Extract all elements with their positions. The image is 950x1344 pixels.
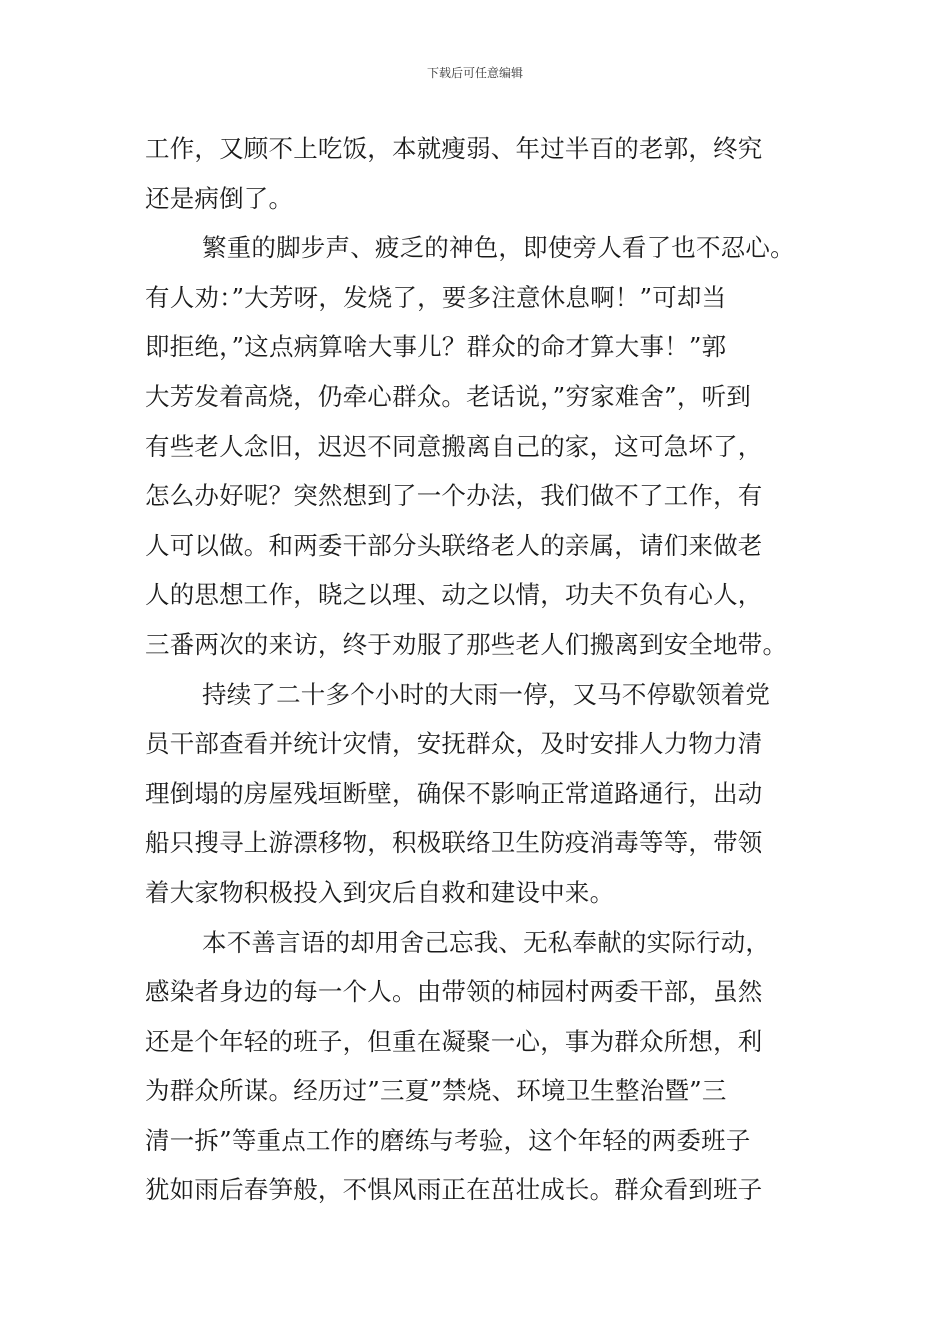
text-line: 理倒塌的房屋残垣断壁，确保不影响正常道路通行，出动 — [145, 778, 763, 808]
text-line: 为群众所谋。经历过”三夏”禁烧、环境卫生整治暨”三 — [145, 1076, 727, 1106]
paragraph — [145, 223, 825, 669]
text-line: 繁重的脚步声、疲乏的神色，即使旁人看了也不忍心。 — [202, 233, 795, 263]
text-line: 还是病倒了。 — [145, 183, 294, 213]
text-line: 船只搜寻上游漂移物，积极联络卫生防疫消毒等等，带领 — [145, 828, 763, 858]
text-line: 有人劝：”大芳呀，发烧了，要多注意休息啊！”可却当 — [145, 282, 727, 312]
text-line: 人的思想工作，晓之以理、动之以情，功夫不负有心人， — [145, 580, 763, 610]
text-line: 员干部查看并统计灾情，安抚群众，及时安排人力物力清 — [145, 729, 763, 759]
text-line: 三番两次的来访，终于劝服了那些老人们搬离到安全地带。 — [145, 629, 788, 659]
text-line: 有些老人念旧，迟迟不同意搬离自己的家，这可急坏了， — [145, 431, 763, 461]
text-line: 着大家物积极投入到灾后自救和建设中来。 — [145, 877, 615, 907]
text-line: 还是个年轻的班子，但重在凝聚一心，事为群众所想，利 — [145, 1026, 763, 1056]
text-line: 犹如雨后春笋般，不惧风雨正在茁壮成长。群众看到班子 — [145, 1175, 763, 1205]
document-body — [145, 124, 825, 1215]
text-line: 大芳发着高烧，仍牵心群众。老话说，”穷家难舍”，听到 — [145, 381, 751, 411]
text-line: 怎么办好呢？突然想到了一个办法，我们做不了工作，有 — [145, 481, 763, 511]
text-line: 持续了二十多个小时的大雨一停，又马不停歇领着党 — [202, 679, 771, 709]
text-line: 本不善言语的却用舍己忘我、无私奉献的实际行动， — [202, 927, 771, 957]
paragraph — [145, 124, 825, 223]
text-line: 工作，又顾不上吃饭，本就瘦弱、年过半百的老郭，终究 — [145, 134, 763, 163]
paragraph — [145, 670, 825, 918]
text-line: 即拒绝，”这点病算啥大事儿？群众的命才算大事！”郭 — [145, 332, 727, 362]
paragraph — [145, 918, 825, 1216]
page-header: 下载后可任意编辑 — [426, 66, 523, 80]
text-line: 清一拆”等重点工作的磨练与考验，这个年轻的两委班子 — [145, 1125, 751, 1155]
text-line: 人可以做。和两委干部分头联络老人的亲属，请们来做老 — [145, 530, 763, 560]
text-line: 感染者身边的每一个人。由带领的柿园村两委干部，虽然 — [145, 977, 763, 1007]
